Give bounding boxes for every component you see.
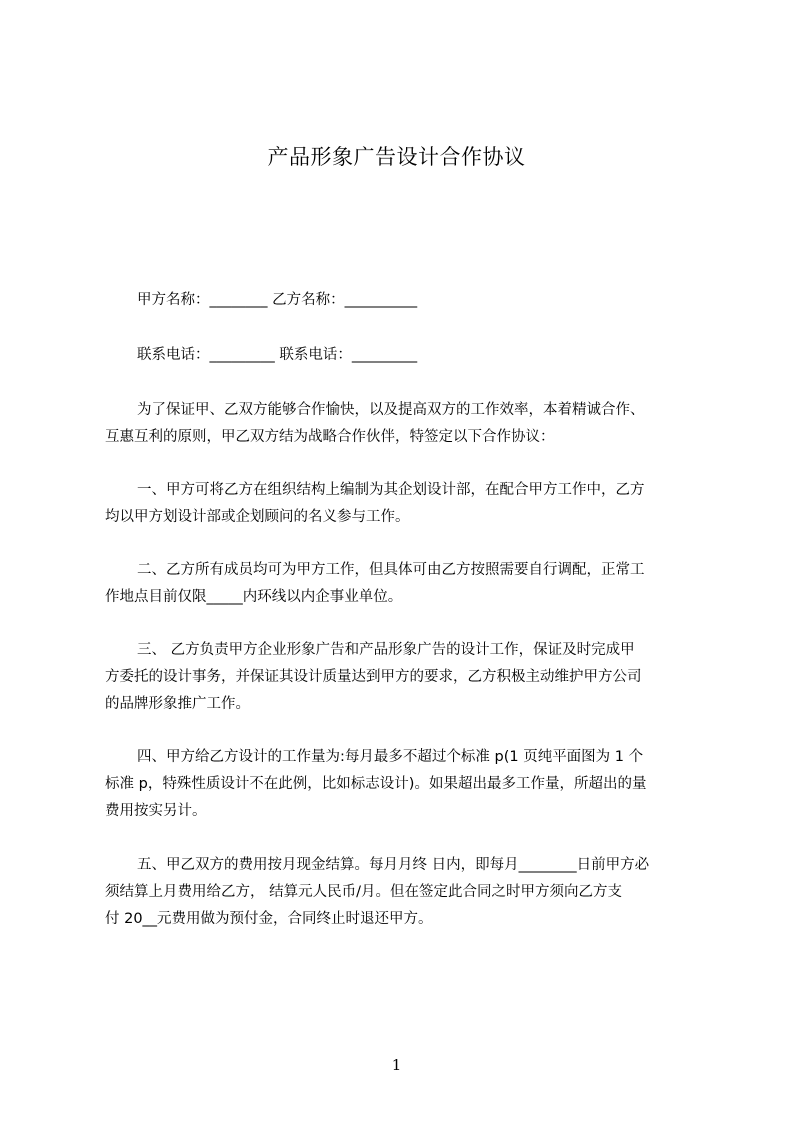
paragraph-line: 均以甲方划设计部或企划顾问的名义参与工作。 [105, 509, 410, 525]
paragraph-line: 付 20__元费用做为预付金，合同终止时退还甲方。 [105, 911, 433, 927]
paragraph-line: 作地点目前仅限_____内环线以内企事业单位。 [105, 589, 403, 605]
page-number: 1 [391, 1056, 402, 1074]
document-title: 产品形象广告设计合作协议 [267, 145, 526, 169]
party-names-line: 甲方名称：________ 乙方名称：__________ [137, 292, 418, 308]
paragraph-line: 标准 p，特殊性质设计不在此例，比如标志设计)。如果超出最多工作量，所超出的量 [105, 776, 647, 792]
paragraph-line: 为了保证甲、乙双方能够合作愉快，以及提高双方的工作效率，本着精诚合作、 [137, 402, 645, 418]
paragraph-line: 四、甲方给乙方设计的工作量为:每月最多不超过个标准 p(1 页纯平面图为 1 个 [137, 749, 644, 765]
paragraph-line: 互惠互利的原则，甲乙双方结为战略合作伙伴，特签定以下合作协议： [105, 429, 555, 445]
paragraph-line: 一、甲方可将乙方在组织结构上编制为其企划设计部，在配合甲方工作中，乙方 [137, 482, 645, 498]
paragraph-line: 二、乙方所有成员均可为甲方工作，但具体可由乙方按照需要自行调配，正常工 [137, 562, 645, 578]
paragraph-line: 的品牌形象推广工作。 [105, 696, 250, 712]
party-phones-line: 联系电话：_________ 联系电话：_________ [137, 347, 418, 363]
paragraph-line: 费用按实另计。 [105, 803, 207, 819]
paragraph-line: 须结算上月费用给乙方， 结算元人民币/月。但在签定此合同之时甲方须向乙方支 [105, 884, 622, 900]
paragraph-line: 五、甲乙双方的费用按月现金结算。每月月终 日内，即每月________日前甲方必 [137, 857, 650, 873]
paragraph-line: 方委托的设计事务，并保证其设计质量达到甲方的要求，乙方积极主动维护甲方公司 [105, 669, 642, 685]
paragraph-line: 三、 乙方负责甲方企业形象广告和产品形象广告的设计工作，保证及时完成甲 [137, 642, 635, 658]
